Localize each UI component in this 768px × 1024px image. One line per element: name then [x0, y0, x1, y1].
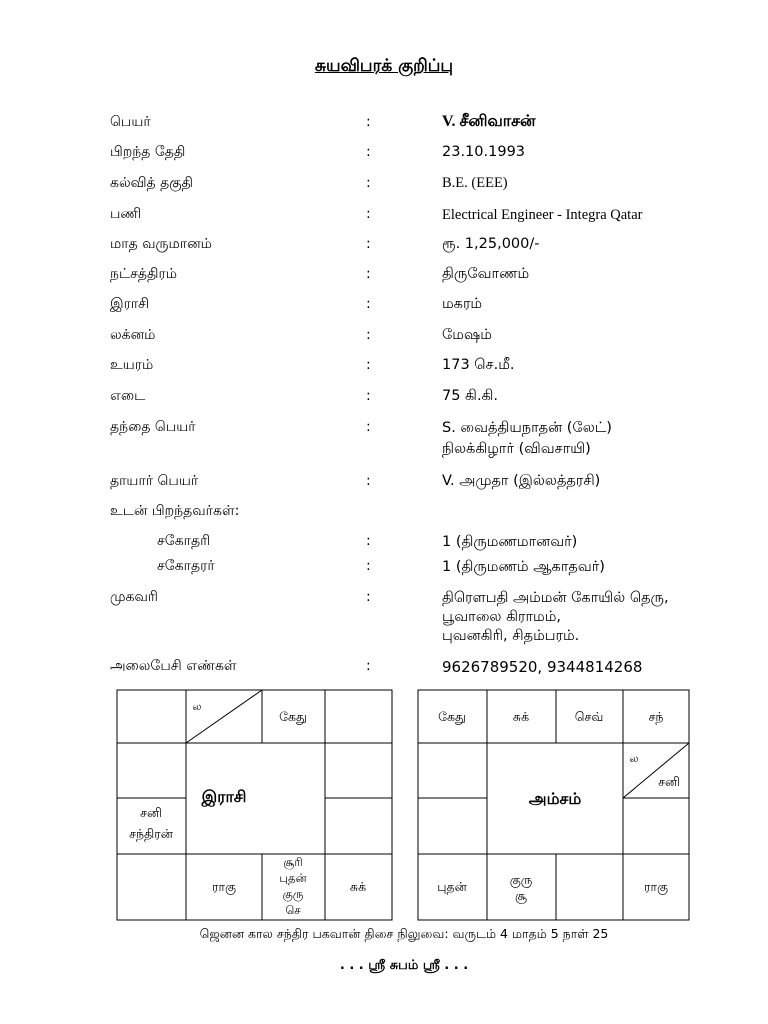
amsam-r1c2: சுக் [512, 709, 530, 724]
weight-value: 75 கி.கி. [442, 388, 499, 404]
education-label: கல்வித் தகுதி [110, 175, 194, 191]
phone-value: 9626789520, 9344814268 [442, 658, 643, 676]
amsam-r4c2-a: குரு [509, 872, 533, 887]
weight-label: எடை [110, 388, 146, 404]
lagnam-label: லக்னம் [110, 327, 156, 343]
star-value: திருவோணம் [442, 266, 530, 282]
closing-blessing: . . . ஸ்ரீ சுபம் ஸ்ரீ . . . [339, 958, 469, 973]
rasi-r4c2: ராகு [211, 879, 237, 894]
education-value: B.E. (EEE) [442, 175, 508, 191]
siblings-label: உடன் பிறந்தவர்கள்: [110, 503, 240, 519]
mother-value: V. அமுதா (இல்லத்தரசி) [442, 473, 601, 489]
sister-label: சகோதரி [157, 533, 211, 549]
address-separator: : [366, 589, 371, 605]
rasi-center-label: இராசி [201, 787, 247, 806]
brother-value: 1 (திருமணம் ஆகாதவர்) [442, 559, 605, 575]
phone-separator: : [366, 658, 371, 674]
amsam-r1c4: சந் [648, 709, 664, 724]
rasi-separator: : [366, 296, 371, 312]
father-separator: : [366, 419, 371, 435]
height-label: உயரம் [110, 357, 154, 373]
lagnam-value: மேஷம் [442, 327, 492, 343]
amsam-lagna-mark: ல [629, 752, 639, 765]
income-separator: : [366, 236, 371, 252]
mother-separator: : [366, 473, 371, 489]
weight-separator: : [366, 388, 371, 404]
amsam-r4c2-b: சூ [515, 888, 527, 903]
rasi-lagna-mark: ல [192, 700, 202, 713]
job-separator: : [366, 206, 371, 222]
rasi-r4c3-d: செ [285, 903, 301, 917]
rasi-r4c3-b: புதன் [279, 871, 307, 885]
father-label: தந்தை பெயர் [110, 419, 196, 435]
education-separator: : [366, 175, 371, 191]
rasi-value: மகரம் [442, 296, 483, 312]
dasa-balance-note: ஜெனன கால சந்திர பகவான் திசை நிலுவை: வருடம் 4 மாதம் 5 நாள் 25 [199, 926, 609, 941]
rasi-label: இராசி [110, 296, 150, 312]
rasi-r4c3-c: குரு [282, 887, 304, 901]
amsam-r1c1: கேது [438, 709, 466, 724]
name-separator: : [366, 114, 371, 130]
star-label: நட்சத்திரம் [110, 266, 177, 282]
rasi-lagna-diagonal [186, 690, 262, 743]
height-separator: : [366, 357, 371, 373]
height-value: 173 செ.மீ. [442, 357, 515, 373]
amsam-center-label: அம்சம் [528, 789, 582, 808]
phone-label: அலைபேசி எண்கள் [110, 658, 237, 674]
sister-separator: : [366, 533, 371, 549]
lagnam-separator: : [366, 327, 371, 343]
brother-label: சகோதரர் [157, 558, 215, 574]
rasi-r4c4: சுக் [349, 879, 367, 894]
brother-separator: : [366, 558, 371, 574]
document-title: சுயவிபரக் குறிப்பு [314, 56, 454, 76]
rasi-r3c1-b: சந்திரன் [129, 826, 173, 841]
amsam-r1c3: செவ் [574, 709, 604, 724]
name-value: V. சீனிவாசன் [442, 113, 536, 130]
income-value: ரூ. 1,25,000/- [442, 236, 540, 252]
name-label: பெயர் [110, 114, 151, 130]
rasi-r3c1-a: சனி [140, 805, 162, 820]
address-line3: புவனகிரி, சிதம்பரம். [442, 628, 580, 644]
amsam-r2c4-b: சனி [658, 774, 680, 789]
address-line1: திரௌபதி அம்மன் கோயில் தெரு, [442, 590, 669, 606]
rasi-r4c3-a: சூரி [283, 855, 303, 869]
address-line2: பூவாலை கிராமம், [442, 609, 561, 625]
income-label: மாத வருமானம் [110, 236, 212, 252]
mother-label: தாயார் பெயர் [110, 473, 199, 489]
dob-separator: : [366, 144, 371, 160]
rasi-r1c3: கேது [279, 709, 307, 724]
sister-value: 1 (திருமணமானவர்) [442, 534, 578, 550]
dob-label: பிறந்த தேதி [110, 144, 186, 160]
dob-value: 23.10.1993 [442, 144, 526, 160]
address-label: முகவரி [110, 589, 158, 605]
amsam-r4c1: புதன் [437, 879, 467, 894]
amsam-r4c4: ராகு [643, 879, 669, 894]
star-separator: : [366, 266, 371, 282]
job-label: பணி [110, 206, 142, 222]
father-value-line2: நிலக்கிழார் (விவசாயி) [442, 441, 591, 457]
father-value-line1: S. வைத்தியநாதன் (லேட்) [442, 420, 612, 436]
job-value: Electrical Engineer - Integra Qatar [442, 207, 643, 223]
